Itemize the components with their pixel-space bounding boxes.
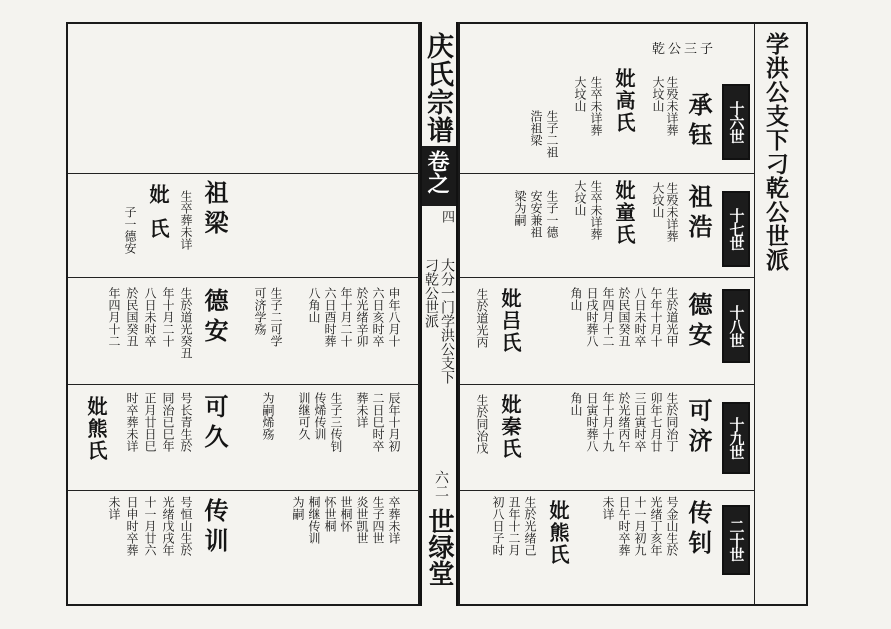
life-record: 初八日子时 <box>491 496 505 556</box>
life-record: 生於光绪己 <box>523 496 537 556</box>
book-title: 庆氏宗谱 <box>422 32 453 144</box>
life-record: 於民国癸丑 <box>617 287 631 347</box>
spouse-name: 妣童氏 <box>612 180 636 246</box>
life-record: 於光绪丙午 <box>617 392 631 452</box>
children-record: 子一德安 <box>123 206 137 254</box>
generation-badge-20: 二十世 <box>722 505 750 575</box>
life-record: 号金山生於 <box>665 496 679 556</box>
spouse-name: 妣秦氏 <box>498 394 522 460</box>
life-record: 生於同治丁 <box>665 392 679 452</box>
children-record: 生子三传钊 <box>329 392 343 452</box>
person-name: 德安 <box>200 288 229 348</box>
section-title: 大分一门学洪公支下 <box>439 258 455 384</box>
life-record: 日申时卒葬 <box>125 496 139 556</box>
children-record: 梁为嗣 <box>513 190 527 226</box>
generation-badge-18: 十八世 <box>722 289 750 363</box>
row-divider <box>460 490 754 491</box>
row-divider <box>460 277 754 278</box>
life-record-continued: 辰年十月初 <box>387 392 401 452</box>
person-name: 可济 <box>684 398 713 458</box>
life-record: 生卒葬未详 <box>179 190 193 250</box>
lineage-header-sub-horizontal: 乾公三子 <box>652 42 717 57</box>
spouse-name: 妣熊氏 <box>546 500 570 566</box>
life-record: 卯年七月廿 <box>649 392 663 452</box>
children-record: 生子四世 <box>371 496 385 544</box>
life-record: 日午时卒葬 <box>617 496 631 556</box>
life-record-continued: 於光绪辛卯 <box>355 287 369 347</box>
life-record: 大坟山 <box>573 180 587 216</box>
life-record: 午年十月十 <box>649 287 663 347</box>
children-record: 为嗣 <box>291 496 305 520</box>
spouse-name: 妣熊氏 <box>84 396 108 462</box>
life-record-continued: 年十月二十 <box>339 287 353 347</box>
life-record: 号长青生於 <box>179 392 193 452</box>
life-record: 日寅时葬八 <box>585 392 599 452</box>
life-record: 光绪丁亥年 <box>649 496 663 556</box>
children-record: 浩祖梁 <box>529 110 543 146</box>
life-record: 生於道光癸丑 <box>179 287 193 359</box>
life-record: 丑年十二月 <box>507 496 521 556</box>
generation-badge-16: 十六世 <box>722 84 750 160</box>
row-divider <box>68 173 420 174</box>
life-record: 未详 <box>601 496 615 520</box>
person-name: 传训 <box>200 498 229 558</box>
life-record: 角山 <box>569 392 583 416</box>
life-record: 正月廿日巳 <box>143 392 157 452</box>
person-name: 传钊 <box>684 500 713 560</box>
life-record: 八日未时卒 <box>633 287 647 347</box>
life-record-continued: 卒葬未详 <box>387 496 401 544</box>
life-record: 生於道光丙 <box>475 288 489 348</box>
life-record: 生卒未详葬 <box>589 180 603 240</box>
generation-badge-19: 十九世 <box>722 402 750 474</box>
page-number: 六二 <box>433 470 449 498</box>
life-record: 同治已巳年 <box>161 392 175 452</box>
children-record: 生子二祖 <box>545 110 559 158</box>
hall-name: 世绿堂 <box>424 508 454 586</box>
children-record: 可济学殇 <box>253 287 267 335</box>
row-divider <box>68 384 420 385</box>
person-name: 祖浩 <box>684 184 713 244</box>
life-record: 未详 <box>107 496 121 520</box>
row-divider <box>68 490 420 491</box>
spouse-name: 妣高氏 <box>612 68 636 134</box>
lineage-header-title: 学洪公支下刁乾公世派 <box>762 32 789 272</box>
children-record: 训继可久 <box>297 392 311 440</box>
life-record: 於民国癸丑 <box>125 287 139 347</box>
children-record: 炎世凯世 <box>355 496 369 544</box>
row-divider <box>460 384 754 385</box>
row-divider <box>460 173 754 174</box>
life-record: 三日寅时卒 <box>633 392 647 452</box>
section-title: 刁乾公世派 <box>423 258 439 328</box>
life-record-continued: 二日巳时卒 <box>371 392 385 452</box>
person-name: 祖梁 <box>200 180 229 240</box>
life-record-continued: 申年八月十 <box>387 287 401 347</box>
life-record: 生殁未详葬 <box>665 76 679 136</box>
life-record-continued: 六日亥时卒 <box>371 287 385 347</box>
life-record: 日戌时葬八 <box>585 287 599 347</box>
life-record: 生卒未详葬 <box>589 76 603 136</box>
volume-number: 四 <box>439 210 454 223</box>
spine-rule <box>456 22 458 606</box>
life-record: 十一月廿六 <box>143 496 157 556</box>
person-name: 可久 <box>200 394 229 454</box>
header-rule <box>754 24 755 604</box>
children-record: 安安兼祖 <box>529 190 543 238</box>
life-record: 光绪戊戌年 <box>161 496 175 556</box>
life-record-continued: 葬未详 <box>355 392 369 428</box>
life-record: 十一月初九 <box>633 496 647 556</box>
generation-badge-17: 十七世 <box>722 191 750 267</box>
spouse-name: 妣吕氏 <box>498 288 522 354</box>
life-record: 角山 <box>569 287 583 311</box>
life-record-continued: 六日酉时葬 <box>323 287 337 347</box>
life-record: 大坟山 <box>573 76 587 112</box>
person-name: 德安 <box>684 292 713 352</box>
life-record-continued: 八角山 <box>307 287 321 323</box>
children-record: 怀世桐 <box>323 496 337 532</box>
life-record: 八日未时卒 <box>143 287 157 347</box>
children-record: 生子一德 <box>545 190 559 238</box>
life-record: 生於道光甲 <box>665 287 679 347</box>
life-record: 大坟山 <box>651 76 665 112</box>
children-record: 桐继传训 <box>307 496 321 544</box>
life-record: 年四月十二 <box>107 287 121 347</box>
life-record: 号恒山生於 <box>179 496 193 556</box>
children-record: 世桐怀 <box>339 496 353 532</box>
life-record: 生於同治戊 <box>475 394 489 454</box>
life-record: 年四月十二 <box>601 287 615 347</box>
life-record: 生殁未详葬 <box>665 182 679 242</box>
person-name: 承钰 <box>684 92 713 152</box>
children-record: 传烯传训 <box>313 392 327 440</box>
life-record: 大坟山 <box>651 182 665 218</box>
spouse-name: 妣氏 <box>146 184 170 252</box>
volume-label: 卷之 <box>424 150 450 194</box>
life-record: 时卒葬未详 <box>125 392 139 452</box>
children-record: 为嗣烯殇 <box>261 392 275 440</box>
row-divider <box>68 277 420 278</box>
children-record: 生子二可学 <box>269 287 283 347</box>
life-record: 年十月十九 <box>601 392 615 452</box>
life-record: 年十月二十 <box>161 287 175 347</box>
